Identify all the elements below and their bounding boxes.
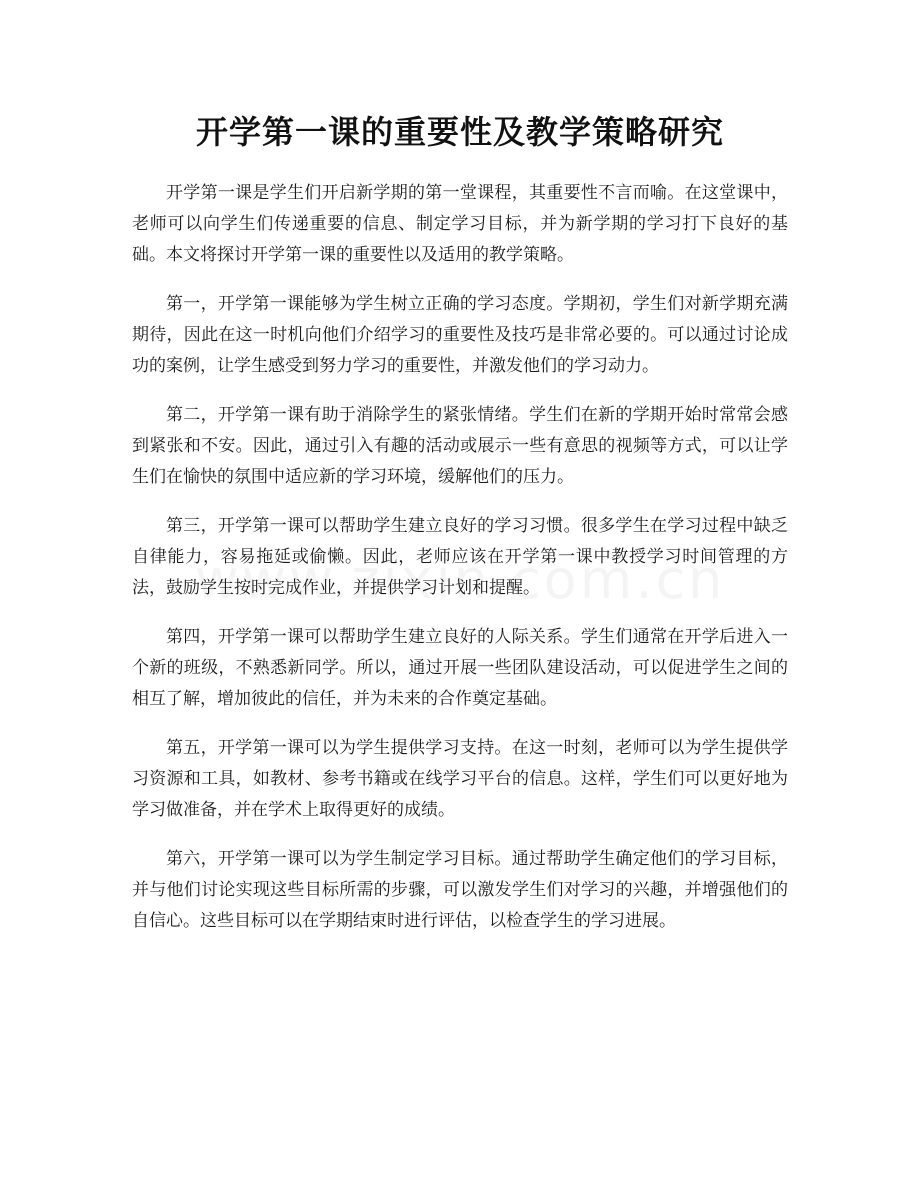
paragraph-first: 第一，开学第一课能够为学生树立正确的学习态度。学期初，学生们对新学期充满期待，因此在这一时机向他们介绍学习的重要性及技巧是非常必要的。可以通过讨论成功的案例，让学生感受到努力学习的重要性，并激发他们的学习动力。 — [132, 294, 788, 376]
paragraph-intro: 开学第一课是学生们开启新学期的第一堂课程，其重要性不言而喻。在这堂课中，老师可以向学生们传递重要的信息、制定学习目标，并为新学期的学习打下良好的基础。本文将探讨开学第一课的重要性以及适用的教学策略。 — [132, 183, 788, 265]
document-body — [132, 178, 788, 955]
paragraph-third: 第三，开学第一课可以帮助学生建立良好的学习习惯。很多学生在学习过程中缺乏自律能力，容易拖延或偷懒。因此，老师应该在开学第一课中教授学习时间管理的方法，鼓励学生按时完成作业，并提供学习计划和提醒。 — [132, 516, 788, 598]
document-title: 开学第一课的重要性及教学策略研究 — [195, 113, 724, 151]
paragraph-fifth: 第五，开学第一课可以为学生提供学习支持。在这一时刻，老师可以为学生提供学习资源和工具，如教材、参考书籍或在线学习平台的信息。这样，学生们可以更好地为学习做准备，并在学术上取得更好的成绩。 — [132, 738, 788, 820]
paragraph-second: 第二，开学第一课有助于消除学生的紧张情绪。学生们在新的学期开始时常常会感到紧张和不安。因此，通过引入有趣的活动或展示一些有意思的视频等方式，可以让学生们在愉快的氛围中适应新的学习环境，缓解他们的压力。 — [132, 405, 788, 487]
paragraph-fourth: 第四，开学第一课可以帮助学生建立良好的人际关系。学生们通常在开学后进入一个新的班级，不熟悉新同学。所以，通过开展一些团队建设活动，可以促进学生之间的相互了解，增加彼此的信任，并为未来的合作奠定基础。 — [132, 627, 788, 709]
paragraph-sixth: 第六，开学第一课可以为学生制定学习目标。通过帮助学生确定他们的学习目标，并与他们讨论实现这些目标所需的步骤，可以激发学生们对学习的兴趣，并增强他们的自信心。这些目标可以在学期结束时进行评估，以检查学生的学习进展。 — [132, 849, 788, 931]
